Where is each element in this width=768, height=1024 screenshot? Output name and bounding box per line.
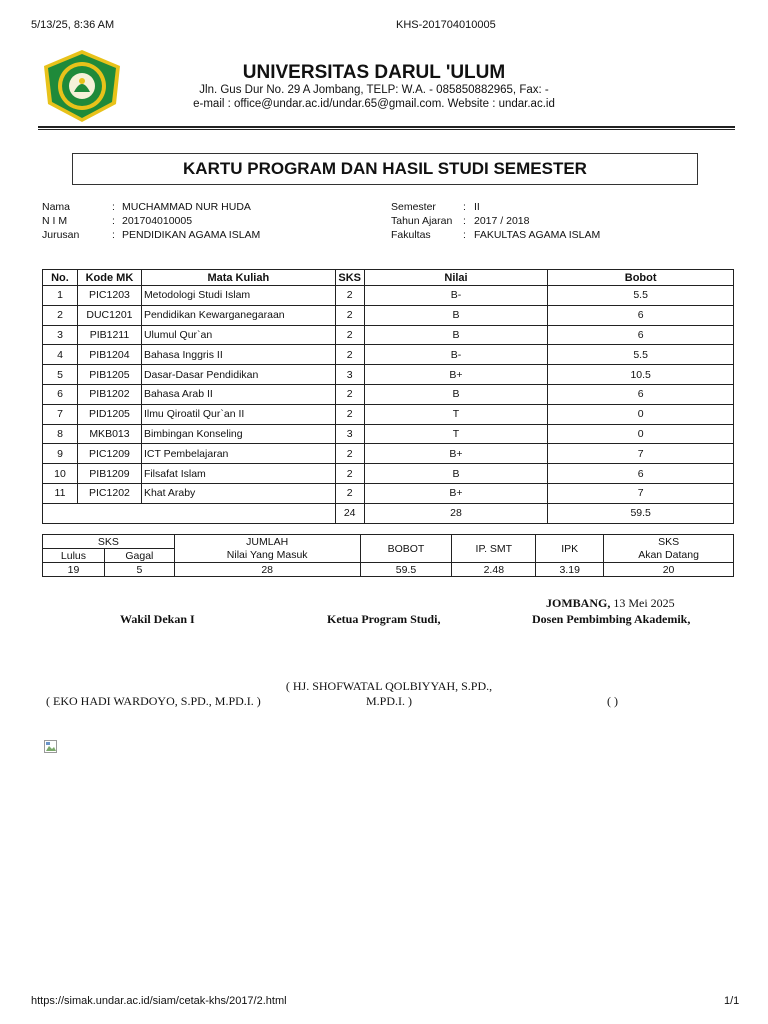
totals-spacer [43, 503, 336, 523]
summary-jumlah-label: JUMLAH [174, 535, 360, 549]
cell-nilai: B+ [364, 365, 548, 385]
print-doc-title: KHS-201704010005 [396, 19, 496, 31]
course-row [43, 444, 734, 464]
cell-mata-kuliah: Metodologi Studi Islam [141, 286, 335, 306]
info-value-nama: MUCHAMMAD NUR HUDA [122, 201, 251, 213]
signature-dpa-title: Dosen Pembimbing Akademik, [532, 612, 691, 626]
info-value-tahun-ajaran: 2017 / 2018 [474, 215, 530, 227]
header-sks: SKS [335, 270, 364, 286]
summary-ipsmt-label: IP. SMT [452, 535, 536, 563]
header-divider-thin [38, 129, 735, 130]
course-row [43, 286, 734, 306]
info-value-semester: II [474, 201, 480, 213]
cell-mata-kuliah: Filsafat Islam [141, 464, 335, 484]
university-contact: e-mail : office@undar.ac.id/undar.65@gmail.com. Website : undar.ac.id [193, 98, 555, 110]
total-nilai: 28 [364, 503, 548, 523]
cell-nilai: B- [364, 345, 548, 365]
cell-no: 5 [43, 365, 78, 385]
course-row [43, 464, 734, 484]
summary-lulus-value: 19 [43, 563, 105, 577]
course-row [43, 325, 734, 345]
summary-sks-header: SKS [43, 535, 175, 549]
header-nilai: Nilai [364, 270, 548, 286]
university-logo [40, 48, 124, 124]
cell-nilai: T [364, 404, 548, 424]
signature-place: JOMBANG, [546, 596, 611, 610]
cell-kode-mk: PIC1209 [77, 444, 141, 464]
cell-mata-kuliah: Dasar-Dasar Pendidikan [141, 365, 335, 385]
cell-kode-mk: DUC1201 [77, 305, 141, 325]
cell-kode-mk: PIC1203 [77, 286, 141, 306]
summary-sks-next-value: 20 [604, 563, 734, 577]
cell-bobot: 10.5 [548, 365, 734, 385]
cell-kode-mk: MKB013 [77, 424, 141, 444]
info-separator: : [463, 229, 466, 241]
cell-sks: 3 [335, 365, 364, 385]
header-mata-kuliah: Mata Kuliah [141, 270, 335, 286]
cell-no: 10 [43, 464, 78, 484]
course-row [43, 345, 734, 365]
cell-nilai: B [364, 305, 548, 325]
cell-kode-mk: PIC1202 [77, 483, 141, 503]
cell-sks: 2 [335, 464, 364, 484]
cell-nilai: B [364, 325, 548, 345]
cell-nilai: B [364, 464, 548, 484]
header-divider [38, 126, 735, 128]
cell-sks: 2 [335, 444, 364, 464]
cell-mata-kuliah: Ilmu Qiroatil Qur`an II [141, 404, 335, 424]
cell-bobot: 5.5 [548, 286, 734, 306]
cell-sks: 2 [335, 286, 364, 306]
signature-wakil-dekan-title: Wakil Dekan I [120, 612, 195, 626]
info-separator: : [463, 201, 466, 213]
signature-place-date [546, 596, 675, 611]
course-row [43, 424, 734, 444]
cell-sks: 2 [335, 404, 364, 424]
cell-no: 1 [43, 286, 78, 306]
info-label-tahun-ajaran: Tahun Ajaran [391, 215, 453, 227]
summary-sks-next-label: SKS [604, 535, 734, 549]
info-label-jurusan: Jurusan [42, 229, 80, 241]
info-value-nim: 201704010005 [122, 215, 193, 227]
course-totals-row [43, 503, 734, 523]
cell-no: 3 [43, 325, 78, 345]
summary-lulus-label: Lulus [43, 549, 105, 563]
summary-bobot-label: BOBOT [360, 535, 452, 563]
cell-no: 7 [43, 404, 78, 424]
summary-ipsmt-value: 2.48 [452, 563, 536, 577]
total-bobot: 59.5 [548, 503, 734, 523]
cell-mata-kuliah: Ulumul Qur`an [141, 325, 335, 345]
cell-mata-kuliah: Bahasa Arab II [141, 384, 335, 404]
cell-bobot: 0 [548, 424, 734, 444]
cell-nilai: B+ [364, 444, 548, 464]
cell-bobot: 7 [548, 483, 734, 503]
header-bobot: Bobot [548, 270, 734, 286]
info-value-jurusan: PENDIDIKAN AGAMA ISLAM [122, 229, 261, 241]
cell-kode-mk: PIB1202 [77, 384, 141, 404]
info-separator: : [112, 201, 115, 213]
summary-gagal-value: 5 [104, 563, 174, 577]
info-separator: : [112, 215, 115, 227]
university-address: Jln. Gus Dur No. 29 A Jombang, TELP: W.A. - 085850882965, Fax: - [199, 84, 549, 96]
cell-sks: 2 [335, 325, 364, 345]
cell-sks: 3 [335, 424, 364, 444]
cell-bobot: 0 [548, 404, 734, 424]
signature-dpa-name: ( ) [607, 694, 618, 708]
print-datetime: 5/13/25, 8:36 AM [31, 19, 115, 31]
summary-bobot-value: 59.5 [360, 563, 452, 577]
cell-kode-mk: PIB1209 [77, 464, 141, 484]
print-url: https://simak.undar.ac.id/siam/cetak-khs/2017/2.html [31, 995, 287, 1007]
cell-sks: 2 [335, 305, 364, 325]
info-separator: : [463, 215, 466, 227]
signature-kaprodi-name-line2: M.PD.I. ) [365, 694, 412, 708]
cell-mata-kuliah: Khat Araby [141, 483, 335, 503]
cell-kode-mk: PIB1205 [77, 365, 141, 385]
course-table [42, 269, 734, 524]
cell-kode-mk: PID1205 [77, 404, 141, 424]
cell-no: 8 [43, 424, 78, 444]
cell-mata-kuliah: Pendidikan Kewarganegaraan [141, 305, 335, 325]
cell-no: 6 [43, 384, 78, 404]
cell-sks: 2 [335, 384, 364, 404]
cell-nilai: T [364, 424, 548, 444]
cell-mata-kuliah: ICT Pembelajaran [141, 444, 335, 464]
cell-kode-mk: PIB1204 [77, 345, 141, 365]
cell-mata-kuliah: Bahasa Inggris II [141, 345, 335, 365]
info-separator: : [112, 229, 115, 241]
summary-gagal-label: Gagal [104, 549, 174, 563]
course-row [43, 305, 734, 325]
cell-bobot: 6 [548, 305, 734, 325]
cell-bobot: 5.5 [548, 345, 734, 365]
cell-nilai: B+ [364, 483, 548, 503]
course-row [43, 483, 734, 503]
info-label-fakultas: Fakultas [391, 229, 431, 241]
broken-image-icon [44, 740, 58, 754]
cell-no: 2 [43, 305, 78, 325]
cell-sks: 2 [335, 483, 364, 503]
course-table-header [43, 270, 734, 286]
signature-date: 13 Mei 2025 [613, 596, 675, 610]
info-label-nama: Nama [42, 201, 71, 213]
course-row [43, 365, 734, 385]
summary-jumlah-value: 28 [174, 563, 360, 577]
header-no: No. [43, 270, 78, 286]
summary-akan-datang-label: Akan Datang [604, 549, 734, 563]
course-row [43, 404, 734, 424]
cell-no: 9 [43, 444, 78, 464]
cell-nilai: B [364, 384, 548, 404]
summary-ipk-value: 3.19 [536, 563, 604, 577]
print-page-number: 1/1 [724, 995, 740, 1007]
summary-table [42, 534, 734, 577]
cell-bobot: 7 [548, 444, 734, 464]
summary-nilai-masuk-label: Nilai Yang Masuk [174, 549, 360, 563]
total-sks: 24 [335, 503, 364, 523]
signature-kaprodi-name-line1: ( HJ. SHOFWATAL QOLBIYYAH, S.PD., [285, 679, 493, 693]
cell-nilai: B- [364, 286, 548, 306]
info-label-semester: Semester [391, 201, 436, 213]
info-value-fakultas: FAKULTAS AGAMA ISLAM [474, 229, 601, 241]
cell-kode-mk: PIB1211 [77, 325, 141, 345]
header-kode-mk: Kode MK [77, 270, 141, 286]
cell-bobot: 6 [548, 384, 734, 404]
cell-bobot: 6 [548, 464, 734, 484]
cell-mata-kuliah: Bimbingan Konseling [141, 424, 335, 444]
cell-sks: 2 [335, 345, 364, 365]
signature-kaprodi-title: Ketua Program Studi, [327, 612, 441, 626]
cell-no: 4 [43, 345, 78, 365]
course-row [43, 384, 734, 404]
summary-ipk-label: IPK [536, 535, 604, 563]
signature-kaprodi-name [280, 679, 498, 709]
signature-wakil-dekan-name: ( EKO HADI WARDOYO, S.PD., M.PD.I. ) [46, 694, 261, 708]
cell-no: 11 [43, 483, 78, 503]
cell-bobot: 6 [548, 325, 734, 345]
university-name: UNIVERSITAS DARUL 'ULUM [242, 62, 506, 83]
info-label-nim: N I M [42, 215, 68, 227]
document-title: KARTU PROGRAM DAN HASIL STUDI SEMESTER [72, 153, 698, 185]
